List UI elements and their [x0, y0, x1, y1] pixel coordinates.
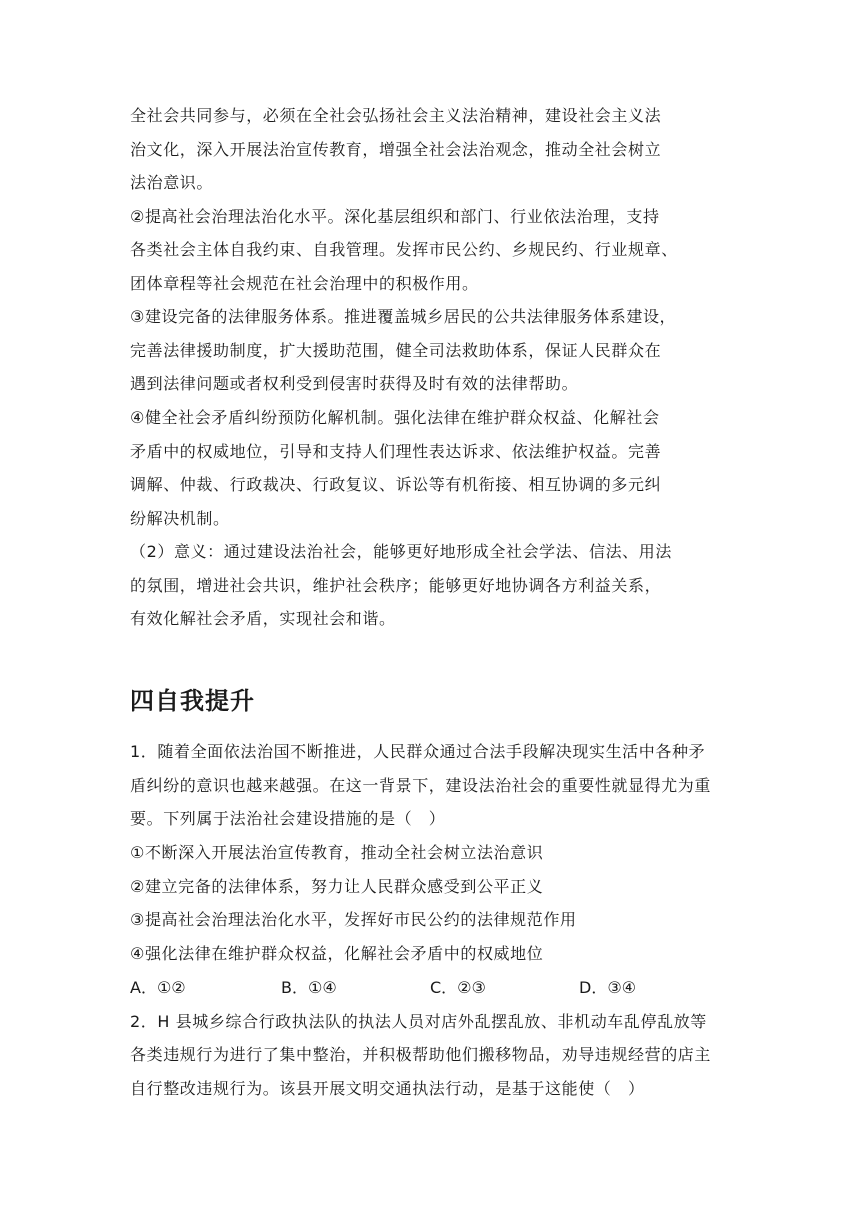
text-line: ④健全社会矛盾纠纷预防化解机制。强化法律在维护群众权益、化解社会 [130, 408, 660, 427]
text-line: 纷解决机制。 [130, 509, 230, 528]
text-line: ③建设完备的法律服务体系。推进覆盖城乡居民的公共法律服务体系建设， [130, 307, 677, 326]
option-c: C．②③ [430, 978, 486, 997]
text-line: 的氛围，增进社会共识，维护社会秩序；能够更好地协调各方利益关系， [130, 576, 662, 595]
statement-2: ②建立完备的法律体系，努力让人民群众感受到公平正义 [130, 877, 544, 896]
text-line: 团体章程等社会规范在社会治理中的积极作用。 [130, 274, 479, 293]
option-a: A．①② [130, 978, 186, 997]
question-text-line: 2．H 县城乡综合行政执法队的执法人员对店外乱摆乱放、非机动车乱停乱放等 [130, 1012, 707, 1031]
section-heading: 四自我提升 [130, 687, 255, 715]
question-text-line: 要。下列属于法治社会建设措施的是（ ） [130, 809, 446, 828]
statement-4: ④强化法律在维护群众权益，化解社会矛盾中的权威地位 [130, 944, 544, 963]
text-line: 完善法律援助制度，扩大援助范围，健全司法救助体系，保证人民群众在 [130, 341, 662, 360]
text-line: 各类社会主体自我约束、自我管理。发挥市民公约、乡规民约、行业规章、 [130, 240, 678, 259]
statement-1: ①不断深入开展法治宣传教育，推动全社会树立法治意识 [130, 843, 544, 862]
text-line: 遇到法律问题或者权利受到侵害时获得及时有效的法律帮助。 [130, 374, 579, 393]
option-d: D．③④ [579, 978, 637, 997]
text-line: 治文化，深入开展法治宣传教育，增强全社会法治观念，推动全社会树立 [130, 140, 662, 159]
text-line: （2）意义：通过建设法治社会，能够更好地形成全社会学法、信法、用法 [130, 542, 672, 561]
text-line: 矛盾中的权威地位，引导和支持人们理性表达诉求、依法维护权益。完善 [130, 442, 662, 461]
question-text-line: 各类违规行为进行了集中整治，并积极帮助他们搬移物品，劝导违规经营的店主 [130, 1045, 712, 1064]
text-line: 调解、仲裁、行政裁决、行政复议、诉讼等有机衔接、相互协调的多元纠 [130, 475, 662, 494]
text-line: 法治意识。 [130, 173, 214, 192]
question-text-line: 自行整改违规行为。该县开展文明交通执法行动，是基于这能使（ ） [130, 1079, 645, 1098]
text-line: 有效化解社会矛盾，实现社会和谐。 [130, 609, 396, 628]
statement-3: ③提高社会治理法治化水平，发挥好市民公约的法律规范作用 [130, 910, 577, 929]
question-text-line: 盾纠纷的意识也越来越强。在这一背景下，建设法治社会的重要性就显得尤为重 [130, 776, 712, 795]
question-text-line: 1．随着全面依法治国不断推进，人民群众通过合法手段解决现实生活中各种矛 [130, 742, 706, 761]
option-b: B．①④ [281, 978, 337, 997]
text-line: 全社会共同参与，必须在全社会弘扬社会主义法治精神，建设社会主义法 [130, 106, 662, 125]
text-line: ②提高社会治理法治化水平。深化基层组织和部门、行业依法治理，支持 [130, 207, 660, 226]
